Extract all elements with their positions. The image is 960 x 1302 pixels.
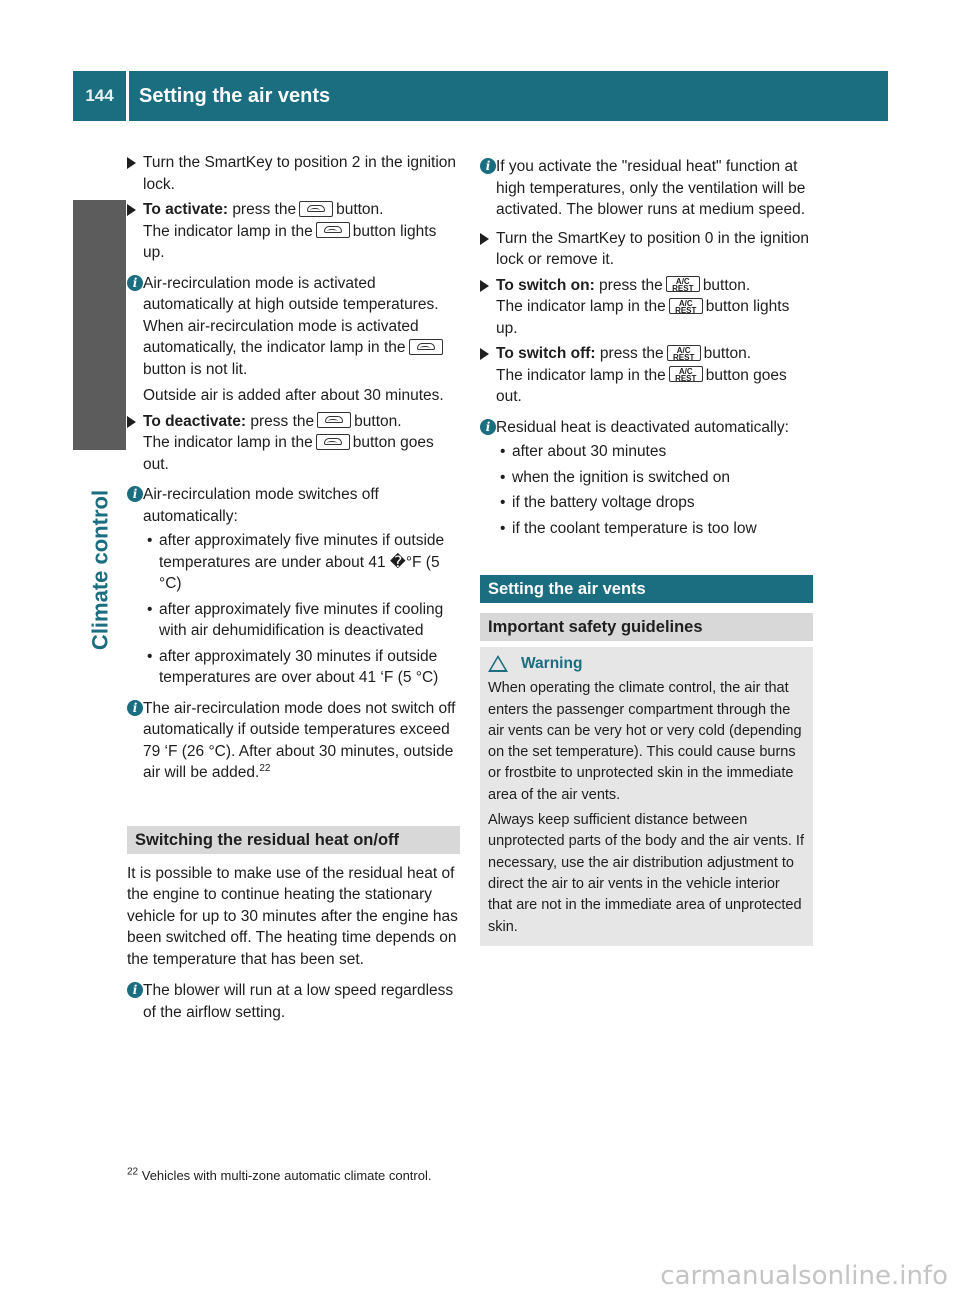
step-text — [143, 199, 460, 264]
info-icon: i — [127, 486, 143, 502]
info-note — [127, 980, 460, 1023]
info-icon: i — [480, 158, 496, 174]
ac-label: A/C — [678, 298, 693, 308]
step-text: Turn the SmartKey to position 2 in the ignition lock. — [143, 154, 457, 193]
ac-rest-button-icon — [669, 298, 703, 314]
air-recirculation-button-icon — [316, 222, 350, 238]
list-item: • if the coolant temperature is too low — [496, 518, 813, 540]
info-note — [127, 698, 460, 784]
step-arrow-icon — [480, 348, 489, 360]
step-arrow-icon — [480, 280, 489, 292]
step-text-part: The indicator lamp in the — [143, 434, 313, 451]
info-note — [127, 273, 460, 407]
ac-label: A/C — [675, 277, 690, 287]
step-text-part: press the — [599, 345, 664, 362]
ac-label: A/C — [678, 367, 693, 377]
step-arrow-icon — [480, 233, 489, 245]
info-text-part: button is not lit. — [143, 360, 248, 378]
warning-paragraph: Always keep sufficient distance between unprotected parts of the body and the air vents. If necessary, use the air distribution adjustment to direct the air to air vents in the vehicle interior that are not in the immediate area of unprotected skin. — [488, 812, 804, 935]
step-smartkey-position-2 — [127, 152, 460, 195]
step-text-part: button lights up. — [496, 298, 790, 337]
list-item: • after about 30 minutes — [496, 441, 813, 463]
warning-box — [480, 647, 813, 946]
step-arrow-icon — [127, 204, 136, 216]
right-column — [480, 152, 813, 946]
list-item: • after approximately five minutes if cooling with air dehumidification is deactivated — [143, 599, 460, 642]
step-text-part: The indicator lamp in the — [143, 222, 313, 240]
step-text-part: The indicator lamp in the — [496, 298, 666, 315]
page-number: 144 — [85, 86, 114, 106]
footnote-number: 22 — [127, 1166, 139, 1178]
info-text — [143, 273, 460, 381]
step-text-part: button. — [336, 201, 384, 218]
ac-rest-button-icon — [669, 366, 703, 382]
section-heading-safety: Important safety guidelines — [480, 613, 813, 641]
info-icon: i — [480, 419, 496, 435]
step-text — [496, 343, 813, 408]
step-text-part: button goes out. — [143, 434, 434, 473]
step-text-part: press the — [232, 201, 297, 218]
ac-label: A/C — [676, 345, 691, 355]
step-switch-on — [480, 275, 813, 340]
info-icon: i — [127, 275, 143, 291]
watermark: carmanualsonline.info — [660, 1261, 948, 1291]
step-label: To deactivate: — [143, 412, 247, 430]
warning-header — [488, 653, 805, 674]
section-heading-air-vents: Setting the air vents — [480, 575, 813, 603]
info-note — [480, 156, 813, 221]
page-title: Setting the air vents — [139, 85, 331, 107]
bullet-list — [496, 441, 813, 539]
ac-rest-button-icon — [667, 345, 701, 361]
warning-title: Warning — [521, 655, 583, 672]
paragraph-residual-heat: It is possible to make use of the residual heat of the engine to continue heating the stationary vehicle for up to 30 minutes after the engine has been switched off. The heating time depends on the temperature that has been set. — [127, 864, 458, 968]
air-recirculation-button-icon — [409, 339, 443, 355]
list-item: • if the battery voltage drops — [496, 492, 813, 514]
step-label: To activate: — [143, 201, 228, 218]
rest-label: REST — [675, 305, 697, 315]
step-text-part: button. — [703, 345, 752, 362]
footnote-text: Vehicles with multi-zone automatic climate control. — [141, 1168, 432, 1183]
step-switch-off — [480, 343, 813, 408]
footnote-reference: 22 — [259, 762, 271, 774]
list-item: • after approximately 30 minutes if outside temperatures are over about 41 ‘F (5 °C) — [143, 646, 460, 689]
left-column — [127, 152, 460, 1027]
step-label: To switch off: — [496, 345, 596, 362]
step-arrow-icon — [127, 416, 136, 428]
step-label: To switch on: — [496, 276, 595, 294]
rest-label: REST — [673, 352, 695, 362]
step-activate — [127, 199, 460, 264]
step-smartkey-position-0 — [480, 228, 813, 271]
warning-triangle-icon — [488, 655, 508, 672]
info-text: Residual heat is deactivated automatically: — [496, 418, 789, 436]
header-divider — [126, 71, 129, 121]
step-arrow-icon — [127, 157, 136, 169]
warning-paragraph: When operating the climate control, the air that enters the passenger compartment through the air vents can be very hot or very cold (depending on the set temperature). This could cause burns or frostbite to unprotected skin in the immediate area of the air vents. — [488, 680, 802, 803]
step-text-part: button. — [354, 412, 402, 430]
list-item: • after approximately five minutes if outside temperatures are under about 41 �°F (5 °C) — [143, 530, 460, 595]
info-text — [143, 698, 460, 784]
info-text-part: The air-recirculation mode does not switch off automatically if outside temperatures exceed 79 ‘F (26 °C). After about 30 minutes, outside air will be added. — [143, 699, 456, 781]
step-text — [496, 275, 813, 340]
step-text-part: button lights up. — [143, 222, 437, 261]
info-icon: i — [127, 700, 143, 716]
air-recirculation-button-icon — [299, 201, 333, 217]
rest-label: REST — [675, 374, 697, 384]
step-deactivate — [127, 411, 460, 476]
air-recirculation-button-icon — [317, 412, 351, 428]
info-icon: i — [127, 982, 143, 998]
list-item: • when the ignition is switched on — [496, 467, 813, 489]
footnote — [127, 1165, 431, 1187]
section-heading-residual-heat: Switching the residual heat on/off — [127, 826, 460, 854]
info-note — [480, 417, 813, 540]
step-text-part: press the — [250, 412, 315, 430]
step-text-part: button. — [702, 276, 751, 294]
bullet-list — [143, 530, 460, 689]
info-text-part: Air-recirculation mode is activated automatically at high outside temperatures. When air-recirculation mode is activated automatically, the indicator lamp in the — [143, 274, 439, 356]
step-text-part: button goes out. — [496, 366, 787, 405]
info-text: If you activate the "residual heat" function at high temperatures, only the ventilation will be activated. The blower runs at medium speed. — [496, 158, 806, 218]
step-text-part: press the — [599, 276, 663, 294]
chapter-tab — [73, 200, 126, 450]
step-text — [143, 411, 460, 476]
info-subtext: Outside air is added after about 30 minutes. — [143, 387, 444, 404]
step-text: Turn the SmartKey to position 0 in the ignition lock or remove it. — [496, 229, 810, 268]
info-text: Air-recirculation mode switches off automatically: — [143, 486, 379, 525]
rest-label: REST — [672, 284, 694, 294]
chapter-label: Climate control — [87, 489, 113, 651]
air-recirculation-button-icon — [316, 434, 350, 450]
step-text-part: The indicator lamp in the — [496, 366, 666, 384]
ac-rest-button-icon — [666, 276, 700, 292]
info-note — [127, 484, 460, 689]
page-header — [73, 71, 888, 121]
info-text: The blower will run at a low speed regardless of the airflow setting. — [143, 982, 454, 1021]
